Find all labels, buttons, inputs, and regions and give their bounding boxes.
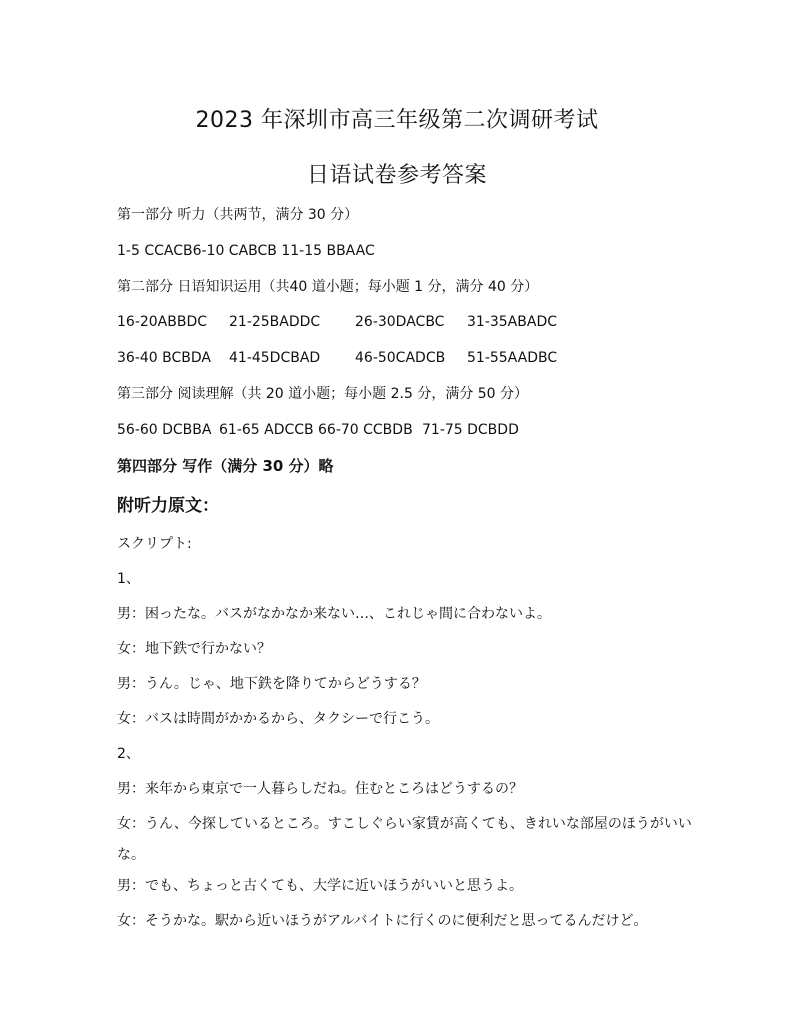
part1-heading: 第一部分 听力（共两节，满分 30 分） [117, 207, 359, 223]
answer-cell: 41-45DCBAD [229, 350, 321, 366]
question-number: 2、 [117, 746, 140, 762]
dialogue-line: 男：困ったな。バスがなかなか来ない…、これじゃ間に合わないよ。 [117, 606, 551, 622]
answer-cell: 21-25BADDC [229, 314, 321, 330]
part3-answers [117, 420, 519, 440]
answer-cell: 46-50CADCB [355, 350, 446, 366]
part2-row1 [117, 312, 557, 332]
answer-cell: 66-70 CCBDB [318, 422, 413, 438]
dialogue-line: 男：うん。じゃ、地下鉄を降りてからどうする？ [117, 676, 426, 692]
question-number: 1、 [117, 571, 140, 587]
part2-row2 [117, 348, 557, 368]
dialogue-line: 女：うん、今探しているところ。すこしぐらい家賃が高くても、きれいな部屋のほうがいいな。 [117, 816, 692, 863]
part4-heading: 第四部分 写作（满分 30 分）略 [117, 457, 334, 475]
dialogue-line: 女：地下鉄で行かない？ [117, 641, 271, 657]
answer-cell: 61-65 ADCCB [219, 422, 314, 438]
answer-cell: 36-40 BCBDA [117, 350, 211, 366]
dialogue-line: 男：来年から東京で一人暮らしだね。住むところはどうするの？ [117, 781, 523, 797]
part3-heading: 第三部分 阅读理解（共 20 道小题；每小题 2.5 分，满分 50 分） [117, 386, 529, 402]
dialogue-line: 女：バスは時間がかかるから、タクシーで行こう。 [117, 711, 439, 727]
answer-cell: 16-20ABBDC [117, 314, 208, 330]
dialogue-line: 女：そうかな。駅から近いほうがアルバイトに行くのに便利だと思ってるんだけど。 [117, 913, 648, 929]
document-title: 2023 年深圳市高三年级第二次调研考试 [195, 108, 599, 133]
answer-cell: 56-60 DCBBA [117, 422, 212, 438]
answer-cell: 71-75 DCBDD [422, 422, 519, 438]
part2-heading: 第二部分 日语知识运用（共40 道小题；每小题 1 分，满分 40 分） [117, 279, 539, 295]
answer-cell: 31-35ABADC [467, 314, 557, 330]
part1-answers: 1-5 CCACB6-10 CABCB 11-15 BBAAC [117, 243, 375, 259]
appendix-heading: 附听力原文： [117, 496, 219, 516]
answer-cell: 26-30DACBC [355, 314, 445, 330]
answer-cell: 51-55AADBC [467, 350, 558, 366]
dialogue-line: 男：でも、ちょっと古くても、大学に近いほうがいいと思うよ。 [117, 878, 523, 894]
document-subtitle: 日语试卷参考答案 [306, 163, 487, 188]
script-label: スクリプト: [117, 536, 192, 552]
